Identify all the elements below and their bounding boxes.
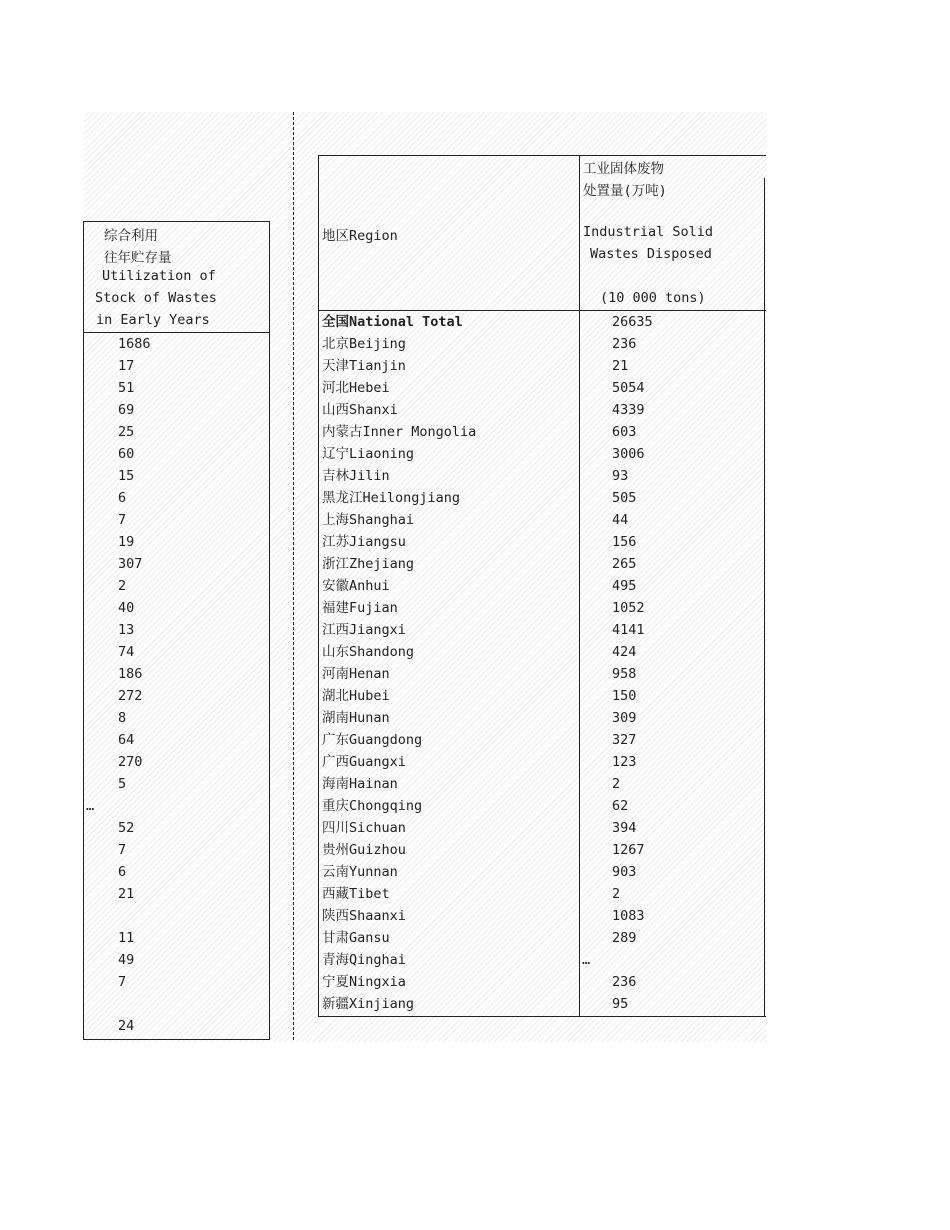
left-table xyxy=(83,221,270,1040)
left-table-cell: 19 xyxy=(118,534,135,550)
region-cell: 江西Jiangxi xyxy=(322,622,406,638)
region-cell: 湖北Hubei xyxy=(322,688,390,704)
table-border xyxy=(318,1016,766,1017)
left-table-cell: 13 xyxy=(118,622,135,638)
value-cell: 93 xyxy=(612,468,629,484)
region-cell: 吉林Jilin xyxy=(322,468,390,484)
region-cell: 福建Fujian xyxy=(322,600,398,616)
table-border xyxy=(764,178,765,1017)
region-cell: 广西Guangxi xyxy=(322,754,406,770)
value-cell: 5054 xyxy=(612,380,645,396)
region-cell: 山西Shanxi xyxy=(322,402,398,418)
value-cell: 156 xyxy=(612,534,637,550)
region-cell: 北京Beijing xyxy=(322,336,406,352)
left-table-cell: 52 xyxy=(118,820,135,836)
region-cell: 青海Qinghai xyxy=(322,952,406,968)
left-table-cell: 6 xyxy=(118,864,127,880)
left-table-cell: 15 xyxy=(118,468,135,484)
left-table-cell: 186 xyxy=(118,666,143,682)
value-cell: 958 xyxy=(612,666,637,682)
left-table-cell: 64 xyxy=(118,732,135,748)
left-table-cell: 17 xyxy=(118,358,135,374)
value-cell: 1052 xyxy=(612,600,645,616)
value-cell: 265 xyxy=(612,556,637,572)
left-table-cell: 272 xyxy=(118,688,143,704)
region-cell: 安徽Anhui xyxy=(322,578,390,594)
value-cell: 2 xyxy=(612,776,621,792)
value-cell: 26635 xyxy=(612,314,653,330)
value-cell: 424 xyxy=(612,644,637,660)
left-header-line-4: Stock of Wastes xyxy=(95,290,217,306)
value-cell: 4141 xyxy=(612,622,645,638)
value-cell: 3006 xyxy=(612,446,645,462)
value-cell: 903 xyxy=(612,864,637,880)
value-cell: 394 xyxy=(612,820,637,836)
value-cell: 44 xyxy=(612,512,629,528)
value-header-line-1: 工业固体废物 xyxy=(583,161,664,177)
region-cell: 重庆Chongqing xyxy=(322,798,423,814)
left-table-cell: 6 xyxy=(118,490,127,506)
region-cell: 新疆Xinjiang xyxy=(322,996,415,1012)
left-header-line-3: Utilization of xyxy=(102,268,216,284)
left-table-cell: 307 xyxy=(118,556,143,572)
value-header-line-4: Wastes Disposed xyxy=(590,246,712,262)
region-cell: 四川Sichuan xyxy=(322,820,406,836)
value-cell: 495 xyxy=(612,578,637,594)
region-cell: 浙江Zhejiang xyxy=(322,556,415,572)
value-cell: 62 xyxy=(612,798,629,814)
left-table-cell: 2 xyxy=(118,578,127,594)
value-cell: 95 xyxy=(612,996,629,1012)
region-cell: 辽宁Liaoning xyxy=(322,446,415,462)
value-header-line-3: Industrial Solid xyxy=(583,224,714,240)
value-cell: 289 xyxy=(612,930,637,946)
region-cell: 全国National Total xyxy=(322,314,463,330)
left-header-line-1: 综合利用 xyxy=(104,228,158,244)
value-cell: 309 xyxy=(612,710,637,726)
value-header-line-2: 处置量(万吨) xyxy=(583,183,667,199)
right-table xyxy=(318,155,766,1017)
left-table-cell: 24 xyxy=(118,1018,135,1034)
left-table-cell: 49 xyxy=(118,952,135,968)
dashed-divider xyxy=(293,112,294,1040)
left-table-cell: 8 xyxy=(118,710,127,726)
region-cell: 江苏Jiangsu xyxy=(322,534,406,550)
region-cell: 上海Shanghai xyxy=(322,512,415,528)
left-table-cell: 60 xyxy=(118,446,135,462)
region-cell: 湖南Hunan xyxy=(322,710,390,726)
region-cell: 宁夏Ningxia xyxy=(322,974,406,990)
value-cell: 236 xyxy=(612,974,637,990)
value-cell: 1267 xyxy=(612,842,645,858)
left-table-cell: 69 xyxy=(118,402,135,418)
left-table-cell: 51 xyxy=(118,380,135,396)
value-cell: … xyxy=(582,952,591,968)
value-cell: 236 xyxy=(612,336,637,352)
region-cell: 贵州Guizhou xyxy=(322,842,406,858)
value-cell: 603 xyxy=(612,424,637,440)
region-cell: 西藏Tibet xyxy=(322,886,390,902)
left-table-cell: 11 xyxy=(118,930,135,946)
left-table-cell: 21 xyxy=(118,886,135,902)
left-table-cell: … xyxy=(86,798,95,814)
table-border xyxy=(318,155,766,156)
value-cell: 2 xyxy=(612,886,621,902)
left-header-line-2: 往年贮存量 xyxy=(104,250,172,266)
value-cell: 1083 xyxy=(612,908,645,924)
table-border xyxy=(318,155,319,1017)
value-cell: 4339 xyxy=(612,402,645,418)
region-column-header: 地区Region xyxy=(322,228,398,244)
region-cell: 天津Tianjin xyxy=(322,358,406,374)
left-header-line-5: in Early Years xyxy=(96,312,210,328)
left-table-cell: 270 xyxy=(118,754,143,770)
value-cell: 327 xyxy=(612,732,637,748)
value-cell: 21 xyxy=(612,358,629,374)
value-cell: 150 xyxy=(612,688,637,704)
value-cell: 123 xyxy=(612,754,637,770)
left-table-cell: 74 xyxy=(118,644,135,660)
value-cell: 505 xyxy=(612,490,637,506)
region-cell: 河南Henan xyxy=(322,666,390,682)
region-cell: 河北Hebei xyxy=(322,380,390,396)
region-cell: 广东Guangdong xyxy=(322,732,423,748)
table-border xyxy=(579,155,580,1017)
region-cell: 内蒙古Inner Mongolia xyxy=(322,424,477,440)
left-table-cell: 5 xyxy=(118,776,127,792)
region-cell: 山东Shandong xyxy=(322,644,415,660)
left-table-cell: 25 xyxy=(118,424,135,440)
left-table-cell: 40 xyxy=(118,600,135,616)
region-cell: 甘肃Gansu xyxy=(322,930,390,946)
left-table-header xyxy=(84,222,269,333)
region-cell: 黑龙江Heilongjiang xyxy=(322,490,461,506)
value-header-line-5: (10 000 tons) xyxy=(600,290,706,306)
region-cell: 海南Hainan xyxy=(322,776,398,792)
region-cell: 云南Yunnan xyxy=(322,864,398,880)
left-table-cell: 7 xyxy=(118,842,127,858)
left-table-cell: 1686 xyxy=(118,336,151,352)
left-table-cell: 7 xyxy=(118,512,127,528)
region-cell: 陕西Shaanxi xyxy=(322,908,406,924)
left-table-cell: 7 xyxy=(118,974,127,990)
